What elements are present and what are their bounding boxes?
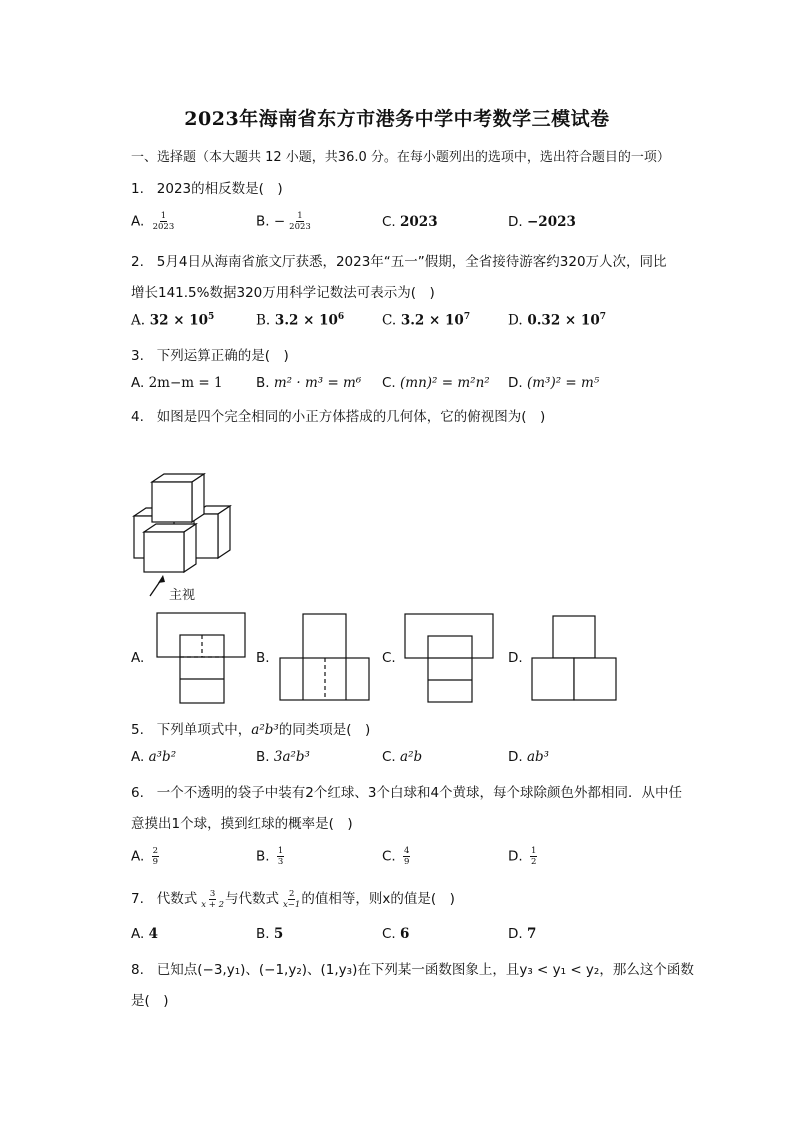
q1-option-a[interactable]: [131, 211, 175, 232]
option-value: 3.2 × 10: [274, 312, 338, 329]
question-stem: 一个不透明的袋子中装有2个红球、3个白球和4个黄球，每个球除颜色外都相同．从中任: [156, 785, 683, 801]
denominator: 2023: [289, 222, 311, 232]
option-label: C.: [382, 926, 396, 942]
cube-face: [152, 482, 192, 522]
numerator: 1: [530, 846, 537, 856]
cube-face: [194, 514, 218, 558]
question-expression: a²b³: [251, 722, 279, 738]
denominator: 2: [530, 857, 537, 867]
option-value: 32 × 10: [149, 312, 209, 329]
exponent: 7: [599, 312, 606, 322]
option-value: 5: [273, 926, 284, 942]
cube-face: [218, 506, 230, 558]
question-stem: 下列单项式中，: [156, 722, 252, 738]
q7-option-b[interactable]: [256, 926, 283, 942]
option-label: B.: [256, 926, 270, 942]
numerator: 1: [160, 211, 167, 221]
question-6-line-2: 意摸出1个球，摸到红球的概率是( ): [131, 816, 353, 832]
question-6: [131, 781, 682, 801]
q3-option-b[interactable]: [256, 375, 361, 391]
option-label: A.: [131, 312, 146, 329]
option-label: A.: [131, 213, 145, 230]
option-label: C.: [382, 848, 396, 865]
fraction: [152, 211, 176, 232]
denominator: 3: [277, 857, 284, 867]
question-1: [131, 177, 283, 197]
option-value: (m³)² = m⁵: [526, 375, 600, 391]
question-3: [131, 344, 289, 364]
q3-option-a[interactable]: [131, 375, 223, 391]
option-value: 2023: [400, 214, 438, 230]
option-value: −2023: [526, 214, 576, 230]
question-stem-end: 的同类项是( ): [278, 722, 371, 738]
question-stem: 如图是四个完全相同的小正方体搭成的几何体，它的俯视图为( ): [156, 409, 546, 425]
question-8-line-2: 是( ): [131, 993, 169, 1009]
question-number: 7.: [131, 891, 144, 907]
question-8: [131, 958, 694, 978]
option-label: D.: [508, 214, 523, 230]
denominator: 9: [152, 857, 159, 867]
q3-option-c[interactable]: [382, 375, 490, 391]
option-label: B.: [256, 213, 270, 230]
option-label: C.: [382, 749, 396, 765]
exponent: 7: [463, 312, 471, 322]
option-value: a³b²: [148, 749, 177, 765]
option-value: 3a²b³: [273, 749, 310, 765]
q7-option-a[interactable]: [131, 926, 158, 942]
option-value: a²b: [400, 749, 423, 765]
denominator: 2023: [152, 222, 175, 232]
numerator: 4: [404, 846, 410, 856]
numerator: 2: [288, 888, 295, 899]
q2-option-a[interactable]: [131, 312, 214, 329]
option-label: A.: [131, 749, 145, 765]
question-7: [131, 887, 455, 910]
denominator: 9: [404, 857, 410, 867]
question-number: 2.: [131, 254, 144, 270]
q1-option-d[interactable]: [508, 214, 576, 230]
option-label: A.: [131, 375, 145, 391]
page-title: 2023年海南省东方市港务中学中考数学三模试卷: [184, 108, 610, 130]
question-2: [131, 250, 667, 270]
question-stem: 2023的相反数是( ): [156, 181, 283, 197]
option-label: C.: [382, 312, 397, 329]
square: [303, 614, 346, 659]
q2-option-d[interactable]: [508, 312, 606, 329]
q5-option-d[interactable]: [508, 749, 549, 765]
q4-option-d-label[interactable]: D.: [508, 650, 523, 666]
q2-option-c[interactable]: [382, 312, 470, 329]
option-label: B.: [256, 749, 270, 765]
cube-face: [144, 532, 184, 572]
numerator: 1: [277, 846, 284, 856]
q4-option-d-figure[interactable]: [530, 614, 625, 709]
question-number: 3.: [131, 348, 144, 364]
section-heading: 一、选择题（本大题共 12 小题，共36.0 分。在每小题列出的选项中，选出符合题目的一项）: [131, 150, 670, 165]
q5-option-a[interactable]: [131, 749, 176, 765]
option-label: C.: [382, 214, 396, 230]
minus-sign: −: [273, 213, 286, 230]
q4-option-a-figure[interactable]: [155, 611, 250, 706]
question-stem: 5月4日从海南省旅文厅获悉，2023年“五一”假期，全省接待游客约320万人次，同比: [156, 254, 667, 270]
question-stem-end: 的值相等，则x的值是( ): [301, 891, 455, 907]
q4-option-c-figure[interactable]: [403, 612, 498, 707]
square: [574, 658, 616, 700]
option-label: C.: [382, 375, 396, 391]
q6-option-d[interactable]: [508, 846, 537, 867]
denominator: x + 2: [201, 899, 224, 910]
fraction: [530, 846, 537, 867]
cube-face: [192, 474, 204, 522]
option-value: 2m−m = 1: [148, 375, 223, 391]
question-stem: 下列运算正确的是( ): [156, 348, 289, 364]
option-label: D.: [508, 749, 523, 765]
q4-option-b-figure[interactable]: [278, 612, 373, 707]
fraction: [282, 889, 301, 910]
q7-option-d[interactable]: [508, 926, 536, 942]
option-label: D.: [508, 848, 523, 865]
q1-option-c[interactable]: [382, 214, 438, 230]
option-label: D.: [508, 375, 523, 391]
q1-option-b[interactable]: [256, 211, 312, 232]
square: [532, 658, 574, 700]
exponent: 5: [208, 312, 215, 322]
q3-option-d[interactable]: [508, 375, 599, 391]
q6-option-a[interactable]: [131, 846, 159, 867]
question-number: 4.: [131, 409, 144, 425]
exponent: 6: [337, 312, 345, 322]
question-4: [131, 405, 545, 425]
q7-option-c[interactable]: [382, 926, 409, 942]
option-value: 3.2 × 10: [400, 312, 464, 329]
question-stem: 代数式: [156, 891, 198, 907]
cube-face: [184, 524, 196, 572]
numerator: 3: [209, 888, 216, 899]
q5-option-b[interactable]: [256, 749, 310, 765]
option-value: 0.32 × 10: [527, 312, 600, 329]
question-number: 1.: [131, 181, 144, 197]
q4-option-a-label[interactable]: A.: [131, 650, 145, 666]
q2-option-b[interactable]: [256, 312, 344, 329]
question-number: 6.: [131, 785, 144, 801]
fraction: [200, 889, 225, 910]
question-number: 5.: [131, 722, 144, 738]
option-value: 7: [526, 926, 537, 942]
option-value: (mn)² = m²n²: [400, 375, 490, 391]
denominator: x−1: [283, 899, 301, 910]
fraction: [403, 846, 410, 867]
fraction: [277, 846, 284, 867]
question-stem: 已知点(−3,y₁)、(−1,y₂)、(1,y₃)在下列某一函数图象上，且y₃ < y₁ < y₂，那么这个函数: [156, 962, 694, 978]
option-value: ab³: [526, 749, 550, 765]
option-value: m² · m³ = m⁶: [273, 375, 362, 391]
q6-option-c[interactable]: [382, 846, 410, 867]
fraction: [288, 211, 312, 232]
option-label: D.: [508, 312, 523, 329]
option-label: B.: [256, 312, 271, 329]
q5-option-c[interactable]: [382, 749, 422, 765]
question-5: [131, 718, 370, 738]
question-number: 8.: [131, 962, 144, 978]
option-value: 4: [148, 926, 158, 942]
numerator: 2: [152, 846, 159, 856]
cube-figure: [128, 462, 238, 602]
square: [553, 616, 595, 658]
front-view-label: 主视: [169, 588, 196, 603]
numerator: 1: [297, 211, 303, 221]
option-label: A.: [131, 848, 145, 865]
arrow-head: [158, 575, 165, 583]
option-label: B.: [256, 848, 270, 865]
option-label: D.: [508, 926, 523, 942]
question-stem-middle: 与代数式: [225, 891, 279, 907]
option-label: A.: [131, 926, 145, 942]
q4-option-c-label[interactable]: C.: [382, 650, 396, 666]
option-label: B.: [256, 375, 270, 391]
q4-option-b-label[interactable]: B.: [256, 650, 270, 666]
question-2-line-2: 增长141.5%数据320万用科学记数法可表示为( ): [131, 285, 435, 301]
fraction: [152, 846, 159, 867]
q6-option-b[interactable]: [256, 846, 284, 867]
square: [428, 636, 472, 702]
option-value: 6: [400, 926, 410, 942]
